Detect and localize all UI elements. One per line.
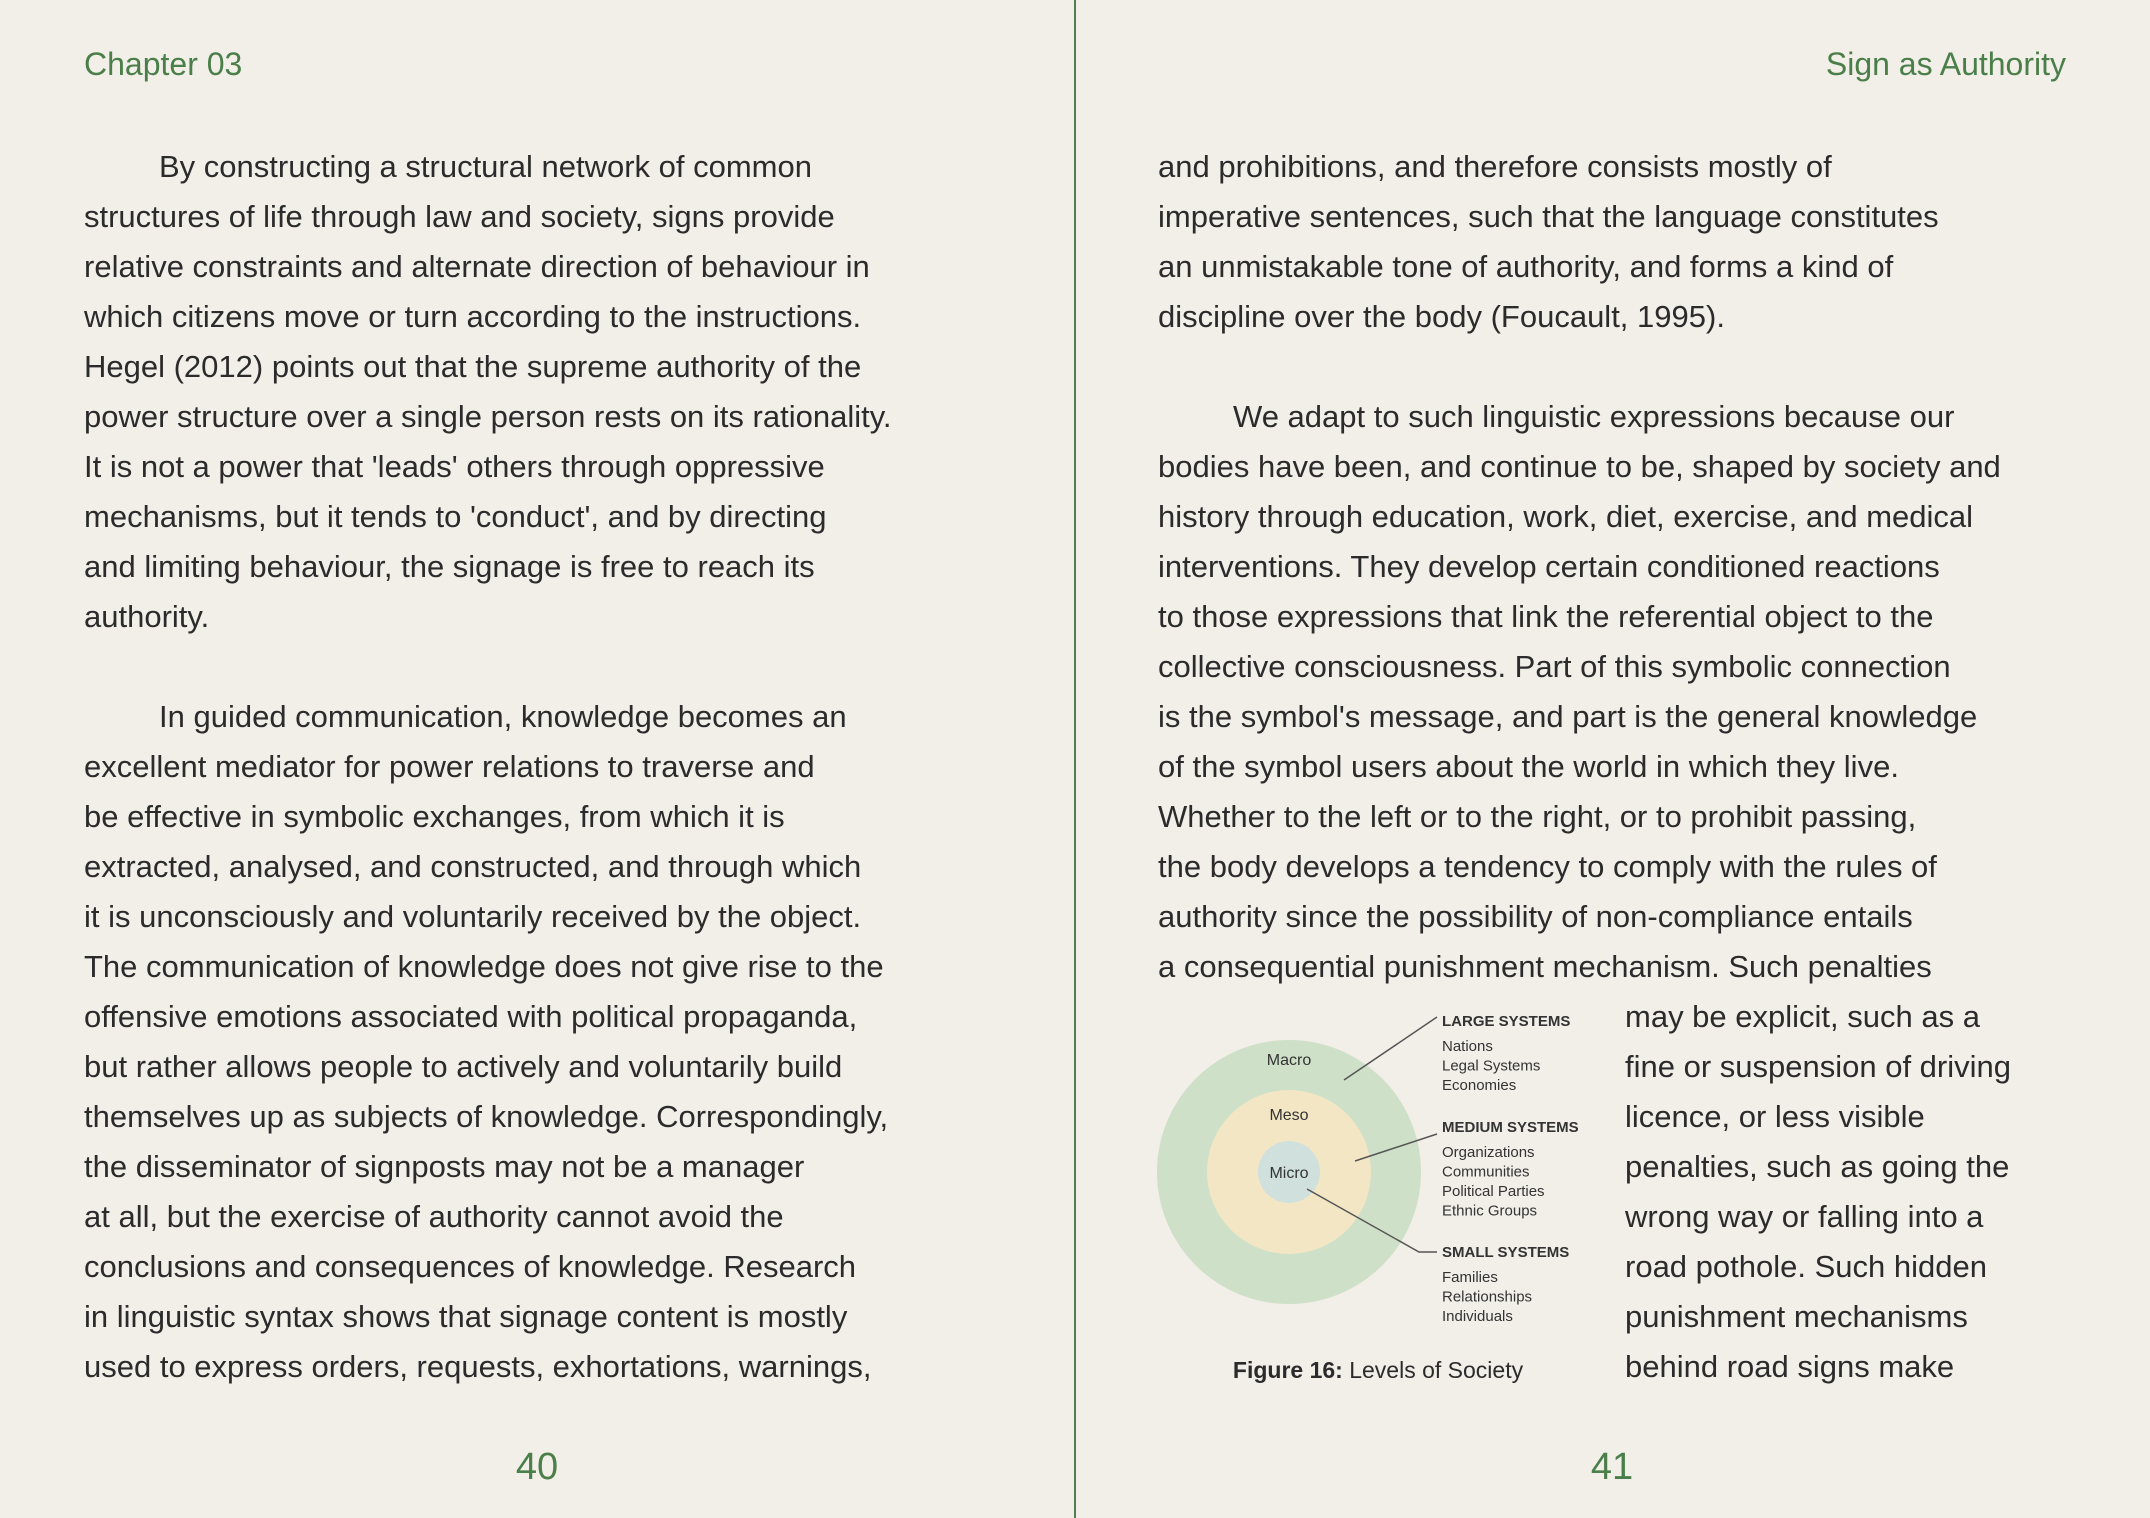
text-line: Whether to the left or to the right, or to prohibit passing,	[1158, 799, 1917, 834]
text-line: themselves up as subjects of knowledge. Correspondingly,	[84, 1099, 889, 1134]
text-line: at all, but the exercise of authority cannot avoid the	[84, 1199, 784, 1234]
text-line: used to express orders, requests, exhortations, warnings,	[84, 1349, 872, 1384]
text-line: It is not a power that 'leads' others through oppressive	[84, 449, 825, 484]
text-line: mechanisms, but it tends to 'conduct', and by directing	[84, 499, 827, 534]
text-line: conclusions and consequences of knowledge. Research	[84, 1249, 857, 1284]
text-line: We adapt to such linguistic expressions because our	[1233, 399, 1955, 434]
figure-group-item: Families	[1442, 1269, 1498, 1286]
text-line: penalties, such as going the	[1625, 1149, 2010, 1184]
text-line: bodies have been, and continue to be, shaped by society and	[1158, 449, 2001, 484]
text-line: fine or suspension of driving	[1625, 1049, 2012, 1084]
text-line: excellent mediator for power relations to traverse and	[84, 749, 815, 784]
figure-group-item: Political Parties	[1442, 1183, 1545, 1200]
text-line: power structure over a single person rests on its rationality.	[84, 399, 892, 434]
text-line: history through education, work, diet, exercise, and medical	[1158, 499, 1974, 534]
figure-group-item: Individuals	[1442, 1308, 1513, 1325]
page-number-right: 41	[1590, 1446, 1634, 1488]
text-line: an unmistakable tone of authority, and forms a kind of	[1158, 249, 1894, 284]
text-line: and limiting behaviour, the signage is free to reach its	[84, 549, 815, 584]
figure-group-item: Ethnic Groups	[1442, 1202, 1538, 1220]
figure-group-title: SMALL SYSTEMS	[1442, 1244, 1570, 1261]
figure-group-item: Communities	[1442, 1163, 1530, 1181]
text-line: licence, or less visible	[1625, 1099, 1925, 1134]
text-line: discipline over the body (Foucault, 1995).	[1158, 299, 1725, 334]
running-header-title: Sign as Authority	[1825, 46, 2066, 82]
figure-caption	[1233, 1357, 1524, 1383]
meso-label: Meso	[1269, 1107, 1309, 1124]
text-line: collective consciousness. Part of this symbolic connection	[1158, 649, 1951, 684]
text-line: which citizens move or turn according to the instructions.	[84, 299, 862, 334]
text-line: imperative sentences, such that the language constitutes	[1158, 199, 1939, 234]
text-line: in linguistic syntax shows that signage content is mostly	[84, 1299, 848, 1334]
text-line: of the symbol users about the world in which they live.	[1158, 749, 1899, 784]
text-line: behind road signs make	[1625, 1349, 1955, 1384]
text-line: it is unconsciously and voluntarily received by the object.	[84, 899, 862, 934]
text-line: the body develops a tendency to comply with the rules of	[1158, 849, 1937, 884]
text-line: authority.	[84, 599, 210, 634]
leader-line-large	[1344, 1017, 1437, 1080]
text-line: By constructing a structural network of common	[159, 149, 812, 184]
micro-label: Micro	[1269, 1165, 1309, 1182]
figure-group-title: MEDIUM SYSTEMS	[1442, 1119, 1579, 1136]
text-line: the disseminator of signposts may not be a manager	[84, 1149, 805, 1184]
figure-group-item: Economies	[1442, 1077, 1517, 1094]
text-line: road pothole. Such hidden	[1625, 1249, 1987, 1284]
text-line: The communication of knowledge does not give rise to the	[84, 949, 884, 984]
text-line: structures of life through law and society, signs provide	[84, 199, 835, 234]
text-line: be effective in symbolic exchanges, from which it is	[84, 799, 785, 834]
figure-group-title: LARGE SYSTEMS	[1442, 1013, 1571, 1030]
text-line: punishment mechanisms	[1625, 1299, 1968, 1334]
text-line: wrong way or falling into a	[1625, 1199, 1984, 1234]
macro-label: Macro	[1266, 1052, 1312, 1069]
text-line: is the symbol's message, and part is the general knowledge	[1158, 699, 1978, 734]
text-line: may be explicit, such as a	[1625, 999, 1980, 1034]
text-line: offensive emotions associated with political propaganda,	[84, 999, 858, 1034]
figure-caption-text: Levels of Society	[1342, 1357, 1524, 1383]
figure-group-item: Organizations	[1442, 1144, 1535, 1161]
text-line: and prohibitions, and therefore consists mostly of	[1158, 149, 1832, 184]
text-line: In guided communication, knowledge becomes an	[159, 699, 847, 734]
text-line: but rather allows people to actively and voluntarily build	[84, 1049, 843, 1084]
figure-group-item: Nations	[1442, 1038, 1493, 1055]
text-line: to those expressions that link the referential object to the	[1158, 599, 1934, 634]
page-number-left: 40	[515, 1446, 559, 1488]
text-line: extracted, analysed, and constructed, and through which	[84, 849, 862, 884]
figure-caption-label: Figure 16:	[1232, 1357, 1343, 1383]
text-line: authority since the possibility of non-compliance entails	[1158, 899, 1913, 934]
figure-group-item: Relationships	[1442, 1288, 1533, 1306]
text-line: a consequential punishment mechanism. Such penalties	[1158, 949, 1932, 984]
figure-group-item: Legal Systems	[1442, 1057, 1541, 1075]
text-line: interventions. They develop certain conditioned reactions	[1158, 549, 1940, 584]
text-line: relative constraints and alternate direction of behaviour in	[84, 249, 870, 284]
running-header-chapter: Chapter 03	[84, 46, 243, 82]
text-line: Hegel (2012) points out that the supreme authority of the	[84, 349, 862, 384]
